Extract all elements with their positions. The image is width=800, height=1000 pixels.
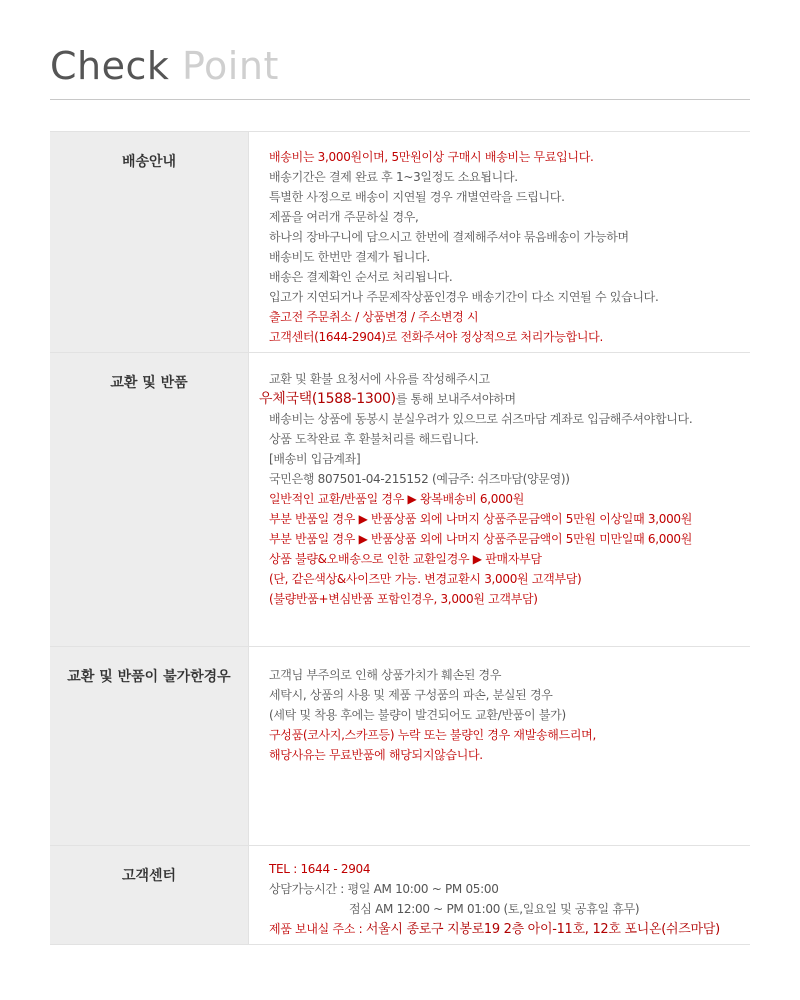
content-line: 하나의 장바구니에 담으시고 한번에 결제해주셔야 묶음배송이 가능하며 — [269, 230, 629, 244]
section-shipping — [50, 132, 750, 353]
section-customer-center — [50, 846, 750, 945]
courier-highlight: 우체국택(1588-1300) — [259, 391, 396, 407]
business-hours: 상담가능시간 : 평일 AM 10:00 ~ PM 05:00 — [269, 882, 499, 896]
content-line: 고객님 부주의로 인해 상품가치가 훼손된 경우 — [269, 668, 502, 682]
content-line: 배송기간은 결제 완료 후 1~3일정도 소요됩니다. — [269, 170, 518, 184]
content-line: 부분 반품일 경우 ▶ 반품상품 외에 나머지 상품주문금액이 5만원 이상일때 3,000원 — [269, 512, 693, 526]
phone-number: TEL : 1644 - 2904 — [269, 862, 371, 876]
section-label: 교환 및 반품 — [50, 353, 248, 646]
content-line: 일반적인 교환/반품일 경우 ▶ 왕복배송비 6,000원 — [269, 492, 525, 506]
section-no-exchange — [50, 647, 750, 846]
content-line: 출고전 주문취소 / 상품변경 / 주소변경 시 — [269, 310, 479, 324]
page-title — [50, 44, 750, 88]
content-line: 해당사유는 무료반품에 해당되지않습니다. — [269, 748, 483, 762]
section-exchange-return — [50, 353, 750, 647]
content-line: 배송비는 상품에 동봉시 분실우려가 있으므로 쉬즈마담 계좌로 입금해주셔야합니다. — [269, 412, 693, 426]
lunch-hours: 점심 AM 12:00 ~ PM 01:00 (토,일요일 및 공휴일 휴무) — [349, 902, 640, 916]
content-line — [259, 389, 750, 409]
content-line: 배송은 결제확인 순서로 처리됩니다. — [269, 270, 453, 284]
content-line: 구성품(코사지,스카프등) 누락 또는 불량인 경우 재발송해드리며, — [269, 728, 596, 742]
content-line: 세탁시, 상품의 사용 및 제품 구성품의 파손, 분실된 경우 — [269, 688, 553, 702]
content-line: 교환 및 환불 요청서에 사유를 작성해주시고 — [269, 372, 490, 386]
content-line: 부분 반품일 경우 ▶ 반품상품 외에 나머지 상품주문금액이 5만원 미만일때 6,000원 — [269, 532, 693, 546]
address-label: 제품 보내실 주소 : — [269, 922, 366, 936]
bank-account: 국민은행 807501-04-215152 (예금주: 쉬즈마담(양문영)) — [269, 472, 570, 486]
content-line: (단, 같은색상&사이즈만 가능. 변경교환시 3,000원 고객부담) — [269, 572, 582, 586]
content-line: 배송비도 한번만 결제가 됩니다. — [269, 250, 430, 264]
courier-rest: 를 통해 보내주셔야하며 — [395, 392, 516, 406]
section-label: 교환 및 반품이 불가한경우 — [50, 647, 248, 845]
section-label: 고객센터 — [50, 846, 248, 944]
return-address — [269, 919, 750, 940]
title-point: Point — [182, 44, 279, 88]
checkpoint-table — [50, 131, 750, 945]
content-line: 특별한 사정으로 배송이 지연될 경우 개별연락을 드립니다. — [269, 190, 565, 204]
content-line: 제품을 여러개 주문하실 경우, — [269, 210, 419, 224]
section-content — [248, 132, 750, 352]
section-label: 배송안내 — [50, 132, 248, 352]
content-line: (세탁 및 착용 후에는 불량이 발견되어도 교환/반품이 불가) — [269, 708, 566, 722]
content-line: 상품 도착완료 후 환불처리를 해드립니다. — [269, 432, 479, 446]
section-content — [248, 647, 750, 845]
content-line: 배송비는 3,000원이며, 5만원이상 구매시 배송비는 무료입니다. — [269, 150, 594, 164]
content-line: 상품 불량&오배송으로 인한 교환일경우 ▶ 판매자부담 — [269, 552, 542, 566]
page-header — [50, 44, 750, 100]
title-check: Check — [50, 44, 170, 88]
content-line: 고객센터(1644-2904)로 전화주셔야 정상적으로 처리가능합니다. — [269, 330, 603, 344]
content-line: (불량반품+변심반품 포함인경우, 3,000원 고객부담) — [269, 592, 538, 606]
content-line: [배송비 입금계좌] — [269, 452, 361, 466]
section-content — [248, 846, 750, 944]
address-value: 서울시 종로구 지봉로19 2층 아이-11호, 12호 포니온(쉬즈마담) — [365, 922, 720, 937]
section-content — [248, 353, 750, 646]
content-line: 입고가 지연되거나 주문제작상품인경우 배송기간이 다소 지연될 수 있습니다. — [269, 290, 659, 304]
